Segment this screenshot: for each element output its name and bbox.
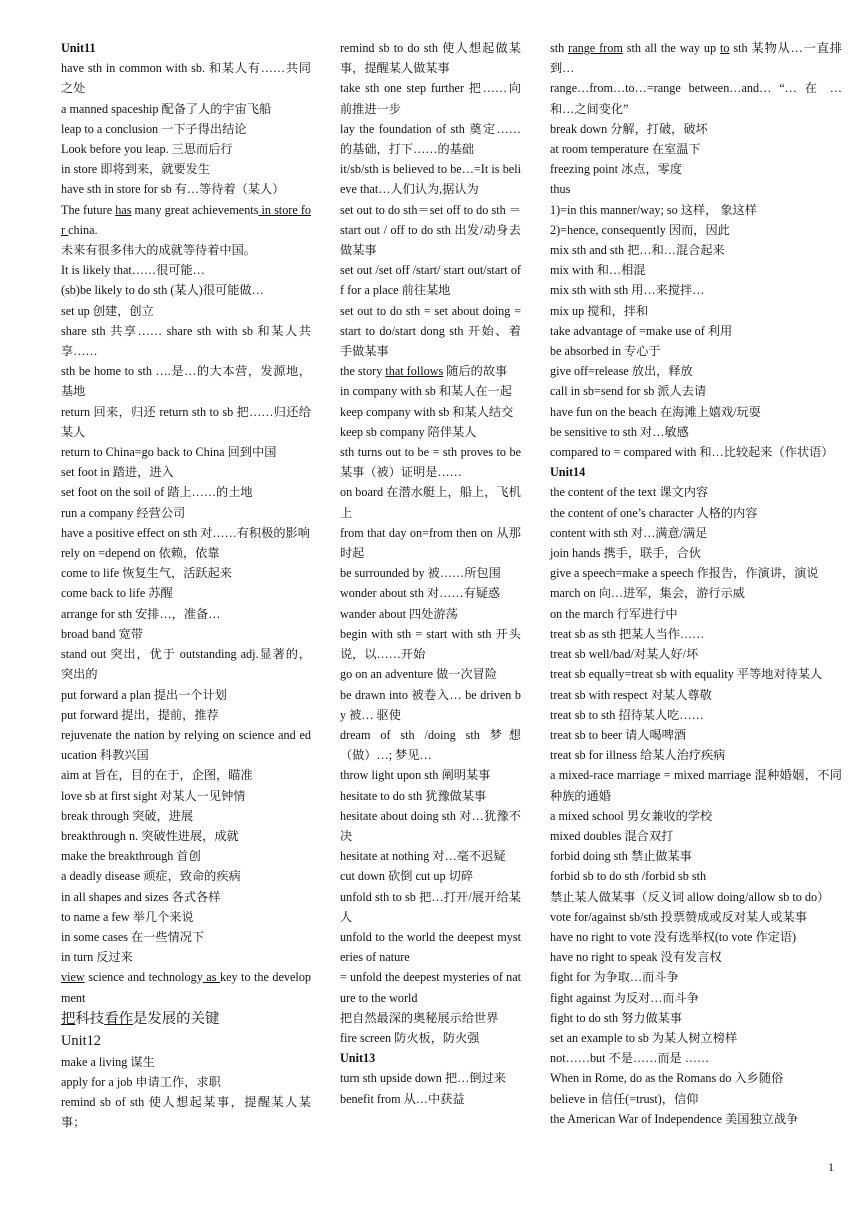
- vocab-entry: not……but 不是……而是 ……: [550, 1051, 710, 1066]
- vocab-entry: wonder about sth 对……有疑惑: [340, 586, 501, 601]
- vocab-entry: give off=release 放出，释放: [550, 364, 693, 379]
- vocab-entry: set out /set off /start/ start out/start off for a place 前往某地: [340, 263, 521, 298]
- vocab-entry: give a speech=make a speech 作报告，作演讲，演说: [550, 566, 819, 581]
- vocab-entry: set foot on the soil of 踏上……的土地: [61, 485, 253, 500]
- vocab-entry: return 回来，归还 return sth to sb 把……归还给某人: [61, 404, 311, 439]
- vocab-entry: remind sb of sth 使人想起某事，提醒某人某事；: [61, 1095, 311, 1130]
- vocab-entry: call in sb=send for sb 派人去请: [550, 384, 707, 399]
- vocab-entry: (sb)be likely to do sth (某人)很可能做…: [61, 283, 264, 298]
- vocab-entry: fire screen 防火板，防火强: [340, 1030, 480, 1045]
- vocab-entry: fight for 为争取…而斗争: [550, 970, 679, 985]
- vocab-entry: treat sb equally=treat sb with equality 平等地对待某人: [550, 667, 823, 682]
- vocab-entry: lay the foundation of sth 奠定……的基础，打下……的基础: [340, 121, 521, 157]
- vocab-entry: treat sb well/bad/对某人好/坏: [550, 647, 699, 662]
- vocab-entry: it/sb/sth is believed to be…=It is believe that…人们认为,据认为: [340, 162, 521, 197]
- vocab-entry: a deadly disease 顽症，致命的疾病: [61, 869, 241, 884]
- vocab-entry: in store 即将到来，就要发生: [61, 162, 210, 177]
- vocab-entry: on the march 行军进行中: [550, 606, 678, 621]
- vocab-entry: Look before you leap. 三思而后行: [61, 142, 233, 157]
- vocab-entry: join hands 携手，联手，合伙: [550, 546, 701, 561]
- vocab-entry: have fun on the beach 在海滩上嬉戏/玩耍: [550, 404, 761, 419]
- vocab-entry: run a company 经营公司: [61, 505, 186, 520]
- section-heading: Unit12: [61, 1032, 101, 1049]
- vocab-entry: be drawn into 被卷入… be driven by 被… 驱使: [340, 687, 521, 722]
- vocab-entry: believe in 信任(=trust)，信仰: [550, 1091, 699, 1106]
- vocab-entry: remind sb to do sth 使人想起做某事，提醒某人做某事: [340, 41, 521, 76]
- vocab-entry: have no right to speak 没有发言权: [550, 950, 722, 965]
- vocab-entry: range…from…to…=range between…and… “… 在 … 和…之间变化”: [550, 81, 842, 116]
- vocab-entry: treat sb as sth 把某人当作……: [550, 626, 705, 641]
- page-number: 1: [828, 1160, 834, 1174]
- vocab-entry: mix up 搅和，拌和: [550, 303, 649, 318]
- vocab-entry: have no right to vote 没有选举权(to vote 作定语): [550, 929, 797, 944]
- vocab-entry: treat sb to beer 请人喝啤酒: [550, 727, 687, 742]
- vocab-entry: mixed doubles 混合双打: [550, 828, 674, 843]
- vocab-entry: treat sb with respect 对某人尊敬: [550, 687, 712, 702]
- vocab-entry: have sth in store for sb 有…等待着（某人）: [61, 182, 285, 197]
- vocab-entry: stand out 突出，优于 outstanding adj.显著的，突出的: [61, 647, 311, 682]
- vocab-entry: benefit from 从…中获益: [340, 1091, 465, 1106]
- vocab-entry: be absorbed in 专心于: [550, 344, 661, 359]
- vocab-entry: compared to = compared with 和…比较起来（作状语）: [550, 445, 834, 460]
- vocab-entry: When in Rome, do as the Romans do 入乡随俗: [550, 1071, 784, 1086]
- vocab-entry: turn sth upside down 把…倒过来: [340, 1071, 506, 1086]
- vocab-entry: fight to do sth 努力做某事: [550, 1010, 683, 1025]
- vocab-entry: love sb at first sight 对某人一见钟情: [61, 788, 246, 803]
- vocab-entry: begin with sth = start with sth 开头说，以……开始: [340, 626, 521, 662]
- vocab-entry: view science and technology as key to the development: [61, 970, 312, 1005]
- section-heading: Unit11: [61, 41, 96, 55]
- vocab-entry: content with sth 对…满意/满足: [550, 525, 708, 540]
- vocab-entry: take sth one step further 把……向前推进一步: [340, 81, 521, 116]
- vocab-entry: a manned spaceship 配备了人的宇宙飞船: [61, 101, 272, 116]
- vocab-entry: wander about 四处游荡: [340, 606, 458, 621]
- vocab-entry: put forward 提出，提前，推荐: [61, 707, 219, 722]
- vocab-entry: make the breakthrough 首创: [61, 849, 201, 864]
- vocab-entry: make a living 谋生: [61, 1054, 155, 1069]
- vocab-entry: 禁止某人做某事（反义词 allow doing/allow sb to do）: [550, 889, 830, 904]
- vocab-entry: take advantage of =make use of 利用: [550, 323, 733, 338]
- vocab-entry: set foot in 踏进，进入: [61, 465, 174, 480]
- vocab-entry: hesitate at nothing 对…毫不迟疑: [340, 849, 506, 864]
- vocab-entry: vote for/against sb/sth 投票赞成或反对某人或某事: [550, 909, 807, 924]
- vocab-entry: freezing point 冰点，零度: [550, 162, 683, 177]
- column-middle: [340, 38, 521, 1109]
- vocab-entry: to name a few 举几个来说: [61, 909, 194, 924]
- vocab-entry: mix with 和…相混: [550, 263, 646, 278]
- vocab-entry: in all shapes and sizes 各式各样: [61, 889, 221, 904]
- vocab-entry: come back to life 苏醒: [61, 586, 173, 601]
- vocab-entry: a mixed-race marriage = mixed marriage 混种婚姻，不同种族的通婚: [550, 768, 842, 803]
- vocab-entry: mix sth and sth 把…和…混合起来: [550, 243, 725, 258]
- vocab-entry: forbid sb to do sth /forbid sb sth: [550, 869, 707, 884]
- vocab-entry: a mixed school 男女兼收的学校: [550, 808, 713, 823]
- vocab-entry: come to life 恢复生气，活跃起来: [61, 566, 232, 581]
- vocab-entry: return to China=go back to China 回到中国: [61, 445, 277, 460]
- vocab-entry: 1)=in this manner/way; so 这样， 象这样: [550, 202, 757, 217]
- vocab-entry: fight against 为反对…而斗争: [550, 990, 699, 1005]
- vocab-entry: keep company with sb 和某人结交: [340, 404, 514, 419]
- vocab-entry: aim at 旨在，目的在于，企图，瞄准: [61, 768, 253, 783]
- vocab-entry: set an example to sb 为某人树立榜样: [550, 1030, 738, 1045]
- vocab-entry: the content of the text 课文内容: [550, 485, 709, 500]
- vocab-entry: be sensitive to sth 对…敏感: [550, 424, 689, 439]
- vocab-entry: throw light upon sth 阐明某事: [340, 768, 491, 783]
- vocab-entry: 2)=hence, consequently 因而，因此: [550, 222, 730, 237]
- vocab-entry: treat sb for illness 给某人治疗疾病: [550, 748, 726, 763]
- vocab-entry: have a positive effect on sth 对……有积极的影响: [61, 525, 310, 540]
- vocab-entry: 把自然最深的奥秘展示给世界: [340, 1010, 499, 1025]
- vocab-entry: apply for a job 申请工作，求职: [61, 1074, 221, 1089]
- vocab-entry: at room temperature 在室温下: [550, 142, 701, 157]
- vocab-entry: unfold sth to sb 把…打开/展开给某人: [340, 889, 521, 924]
- vocab-entry: have sth in common with sb. 和某人有……共同之处: [61, 61, 311, 96]
- section-heading: 把科技看作是发展的关键: [61, 1010, 220, 1027]
- vocab-entry: go on an adventure 做一次冒险: [340, 667, 498, 682]
- vocab-entry: cut down 砍倒 cut up 切碎: [340, 869, 474, 884]
- vocab-entry: mix sth with sth 用…来搅拌…: [550, 283, 705, 298]
- vocab-entry: treat sb to sth 招待某人吃……: [550, 707, 704, 722]
- vocab-entry: share sth 共享…… share sth with sb 和某人共享……: [61, 323, 311, 359]
- vocab-entry: unfold to the world the deepest mysteries of nature: [340, 929, 521, 965]
- vocab-entry: the content of one’s character 人格的内容: [550, 505, 758, 520]
- vocab-entry: rely on =depend on 依赖，依靠: [61, 546, 220, 561]
- vocab-entry: sth turns out to be = sth proves to be 某事（被）证明是……: [340, 445, 521, 480]
- section-heading: Unit14: [550, 465, 586, 480]
- vocab-entry: the American War of Independence 美国独立战争: [550, 1111, 799, 1126]
- vocab-entry: hesitate about doing sth 对…犹豫不决: [340, 808, 521, 843]
- vocab-entry: from that day on=from then on 从那时起: [340, 525, 521, 561]
- vocab-entry: set out to do sth＝set off to do sth ＝start out / off to do sth 出发/动身去做某事: [340, 202, 521, 258]
- vocab-entry: arrange for sth 安排…，准备…: [61, 606, 221, 621]
- vocab-entry: set up 创建，创立: [61, 303, 154, 318]
- vocab-entry: set out to do sth = set about doing = start to do/start dong sth 开始、着手做某事: [340, 303, 521, 359]
- vocab-entry: The future has many great achievements in store for china.: [61, 202, 311, 237]
- vocab-entry: breakthrough n. 突破性进展，成就: [61, 828, 239, 843]
- vocab-entry: leap to a conclusion 一下子得出结论: [61, 121, 247, 136]
- vocab-entry: broad band 宽带: [61, 626, 143, 641]
- section-heading: Unit13: [340, 1051, 376, 1066]
- vocab-entry: in company with sb 和某人在一起: [340, 384, 512, 399]
- column-right: [550, 38, 842, 1129]
- vocab-entry: rejuvenate the nation by relying on science and education 科教兴国: [61, 727, 311, 763]
- vocab-entry: break down 分解，打破，破坏: [550, 121, 708, 136]
- vocab-entry: keep sb company 陪伴某人: [340, 424, 477, 439]
- vocab-entry: in turn 反过来: [61, 950, 133, 965]
- vocab-entry: in some cases 在一些情况下: [61, 929, 205, 944]
- column-left: [61, 38, 311, 1133]
- vocab-entry: the story that follows 随后的故事: [340, 364, 508, 379]
- vocab-entry: forbid doing sth 禁止做某事: [550, 849, 692, 864]
- vocab-entry: It is likely that……很可能…: [61, 263, 205, 278]
- vocab-entry: break through 突破，进展: [61, 808, 194, 823]
- vocab-entry: = unfold the deepest mysteries of nature to the world: [340, 970, 521, 1005]
- vocab-entry: on board 在潜水艇上，船上，飞机上: [340, 485, 521, 520]
- vocab-entry: dream of sth /doing sth 梦想（做）…; 梦见…: [340, 727, 521, 763]
- vocab-entry: hesitate to do sth 犹豫做某事: [340, 788, 487, 803]
- vocab-entry: be surrounded by 被……所包围: [340, 566, 501, 581]
- vocab-entry: thus: [550, 182, 571, 197]
- vocab-entry: sth be home to sth ….是…的大本营，发源地，基地: [61, 364, 311, 399]
- vocab-entry: 未来有很多伟大的成就等待着中国。: [61, 243, 256, 258]
- vocab-entry: put forward a plan 提出一个计划: [61, 687, 227, 702]
- vocab-entry: march on 向…进军，集会，游行示威: [550, 586, 745, 601]
- vocab-entry: sth range from sth all the way up to sth 某物从…一直排到…: [550, 41, 842, 76]
